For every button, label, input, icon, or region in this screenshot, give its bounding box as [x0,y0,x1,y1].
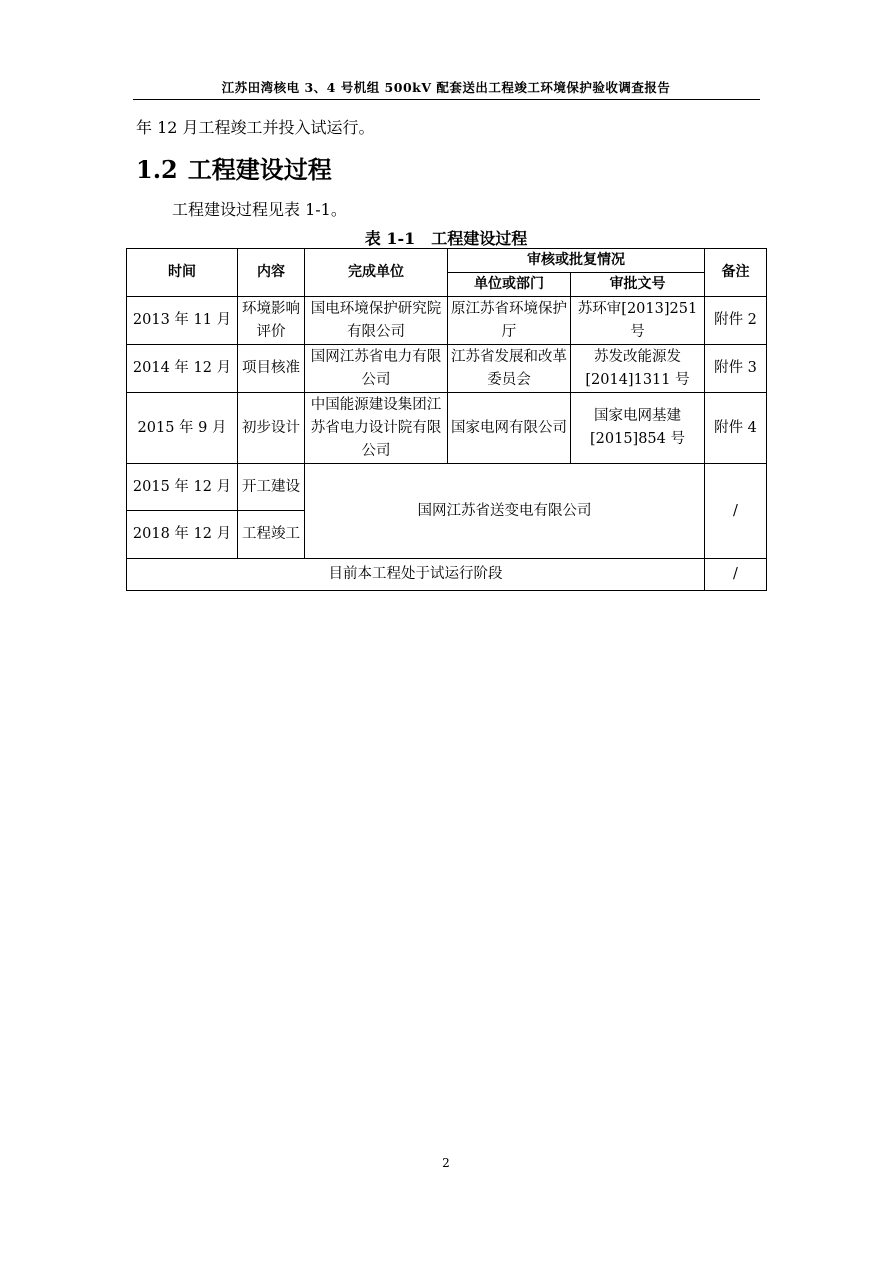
table-caption: 表 1-1 工程建设过程 [364,229,528,248]
header-dept: 单位或部门 [448,273,571,297]
cell-merged-unit: 国网江苏省送变电有限公司 [305,464,705,559]
intro-paragraph: 工程建设过程见表 1-1。 [172,200,347,219]
section-number: 1.2 [136,155,178,184]
table-row-final [127,559,767,591]
carryover-paragraph: 年 12 月工程竣工并投入试运行。 [136,118,375,137]
cell-remark: 附件 2 [705,297,767,345]
cell-time: 2018 年 12 月 [127,511,238,559]
header-review-group: 审核或批复情况 [448,249,705,273]
table-row [127,464,767,511]
cell-content: 项目核准 [238,345,305,393]
cell-remark: 附件 4 [705,393,767,464]
header-time: 时间 [127,249,238,297]
cell-content: 初步设计 [238,393,305,464]
section-title: 工程建设过程 [187,156,332,184]
cell-doc-no: 苏发改能源发[2014]1311 号 [571,345,705,393]
cell-dept: 原江苏省环境保护厅 [448,297,571,345]
table-row [127,393,767,464]
cell-time: 2015 年 12 月 [127,464,238,511]
cell-dept: 国家电网有限公司 [448,393,571,464]
section-heading [136,150,332,185]
cell-unit: 国网江苏省电力有限公司 [305,345,448,393]
construction-process-table [126,248,767,591]
header-remark: 备注 [705,249,767,297]
cell-time: 2015 年 9 月 [127,393,238,464]
cell-content: 工程竣工 [238,511,305,559]
cell-content: 环境影响评价 [238,297,305,345]
cell-merged-remark: / [705,464,767,559]
running-header: 江苏田湾核电 3、4 号机组 500kV 配套送出工程竣工环境保护验收调查报告 [221,80,671,95]
page-number: 2 [442,1156,450,1170]
cell-final-remark: / [705,559,767,591]
header-unit: 完成单位 [305,249,448,297]
cell-content: 开工建设 [238,464,305,511]
cell-remark: 附件 3 [705,345,767,393]
cell-unit: 中国能源建设集团江苏省电力设计院有限公司 [305,393,448,464]
cell-dept: 江苏省发展和改革委员会 [448,345,571,393]
cell-doc-no: 国家电网基建[2015]854 号 [571,393,705,464]
table-row [127,345,767,393]
cell-doc-no: 苏环审[2013]251 号 [571,297,705,345]
header-doc-no: 审批文号 [571,273,705,297]
cell-unit: 国电环境保护研究院有限公司 [305,297,448,345]
cell-time: 2014 年 12 月 [127,345,238,393]
header-content: 内容 [238,249,305,297]
header-rule [133,99,760,100]
table-row [127,297,767,345]
cell-time: 2013 年 11 月 [127,297,238,345]
cell-final-text: 目前本工程处于试运行阶段 [127,559,705,591]
